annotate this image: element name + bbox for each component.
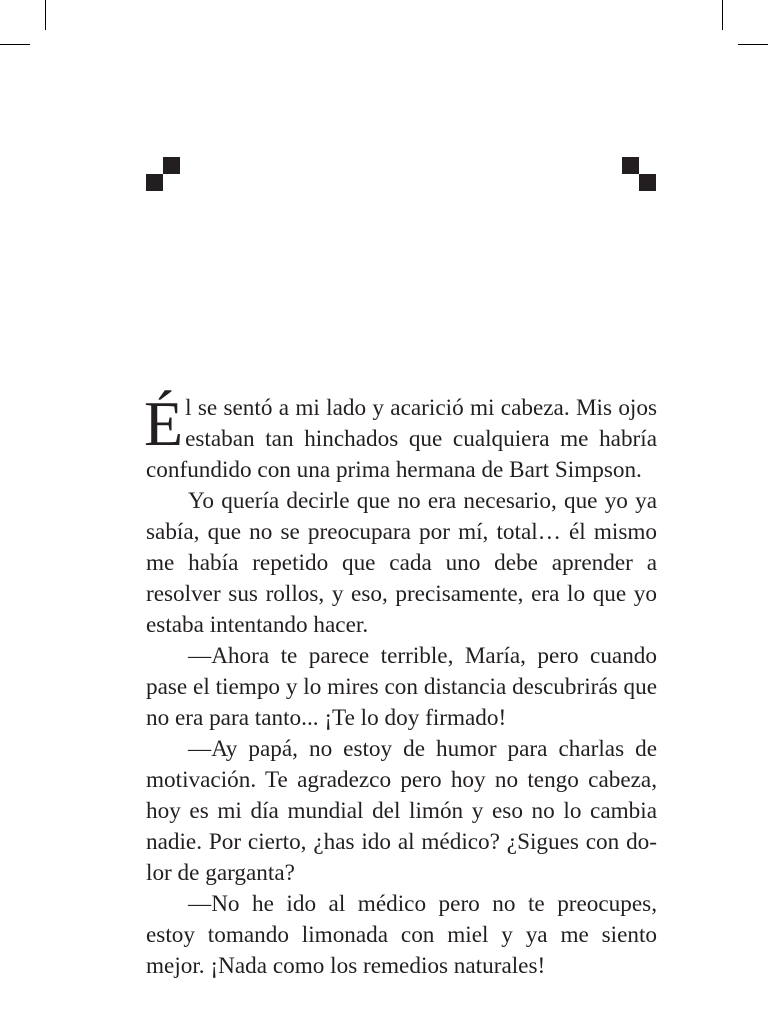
drop-cap: É (144, 388, 184, 459)
paragraph-3: —Ahora te parece terrible, María, pero cuando pase el tiempo y lo mires con distancia descubrirás que no era para tanto... ¡Te lo doy firmado! (146, 643, 657, 731)
crop-mark-top-right-vertical (722, 0, 723, 30)
ornament-right (622, 157, 656, 191)
crop-mark-top-left-vertical (45, 0, 46, 30)
crop-mark-top-right-horizontal (738, 44, 768, 45)
paragraph-5: —No he ido al médico pero no te preocupes, estoy tomando limonada con miel y ya me siento mejor. ¡Nada como los remedios naturales! (146, 891, 657, 979)
ornament-left (146, 157, 180, 191)
paragraph-1 (144, 388, 657, 486)
paragraph-4: —Ay papá, no estoy de humor para charlas de motivación. Te agradezco pero hoy no tengo cabeza, hoy es mi día mundial del limón y eso no lo cambia nadie. Por cierto, ¿has ido al médico? ¿Sigues con dolor de garganta? (146, 736, 657, 886)
body-text (144, 388, 657, 982)
paragraph-1-text: l se sentó a mi lado y acarició mi cabeza. Mis ojos estaban tan hinchados que cualquiera me habría confundido con una prima hermana de Bart Simpson. (146, 395, 657, 483)
paragraph-2: Yo quería decirle que no era necesario, que yo ya sabía, que no se preocupara por mí, total… él mismo me había repetido que cada uno debe aprender a resolver sus rollos, y eso, precisamente, era lo que yo estaba intentando hacer. (146, 488, 657, 638)
crop-mark-top-left-horizontal (0, 44, 30, 45)
